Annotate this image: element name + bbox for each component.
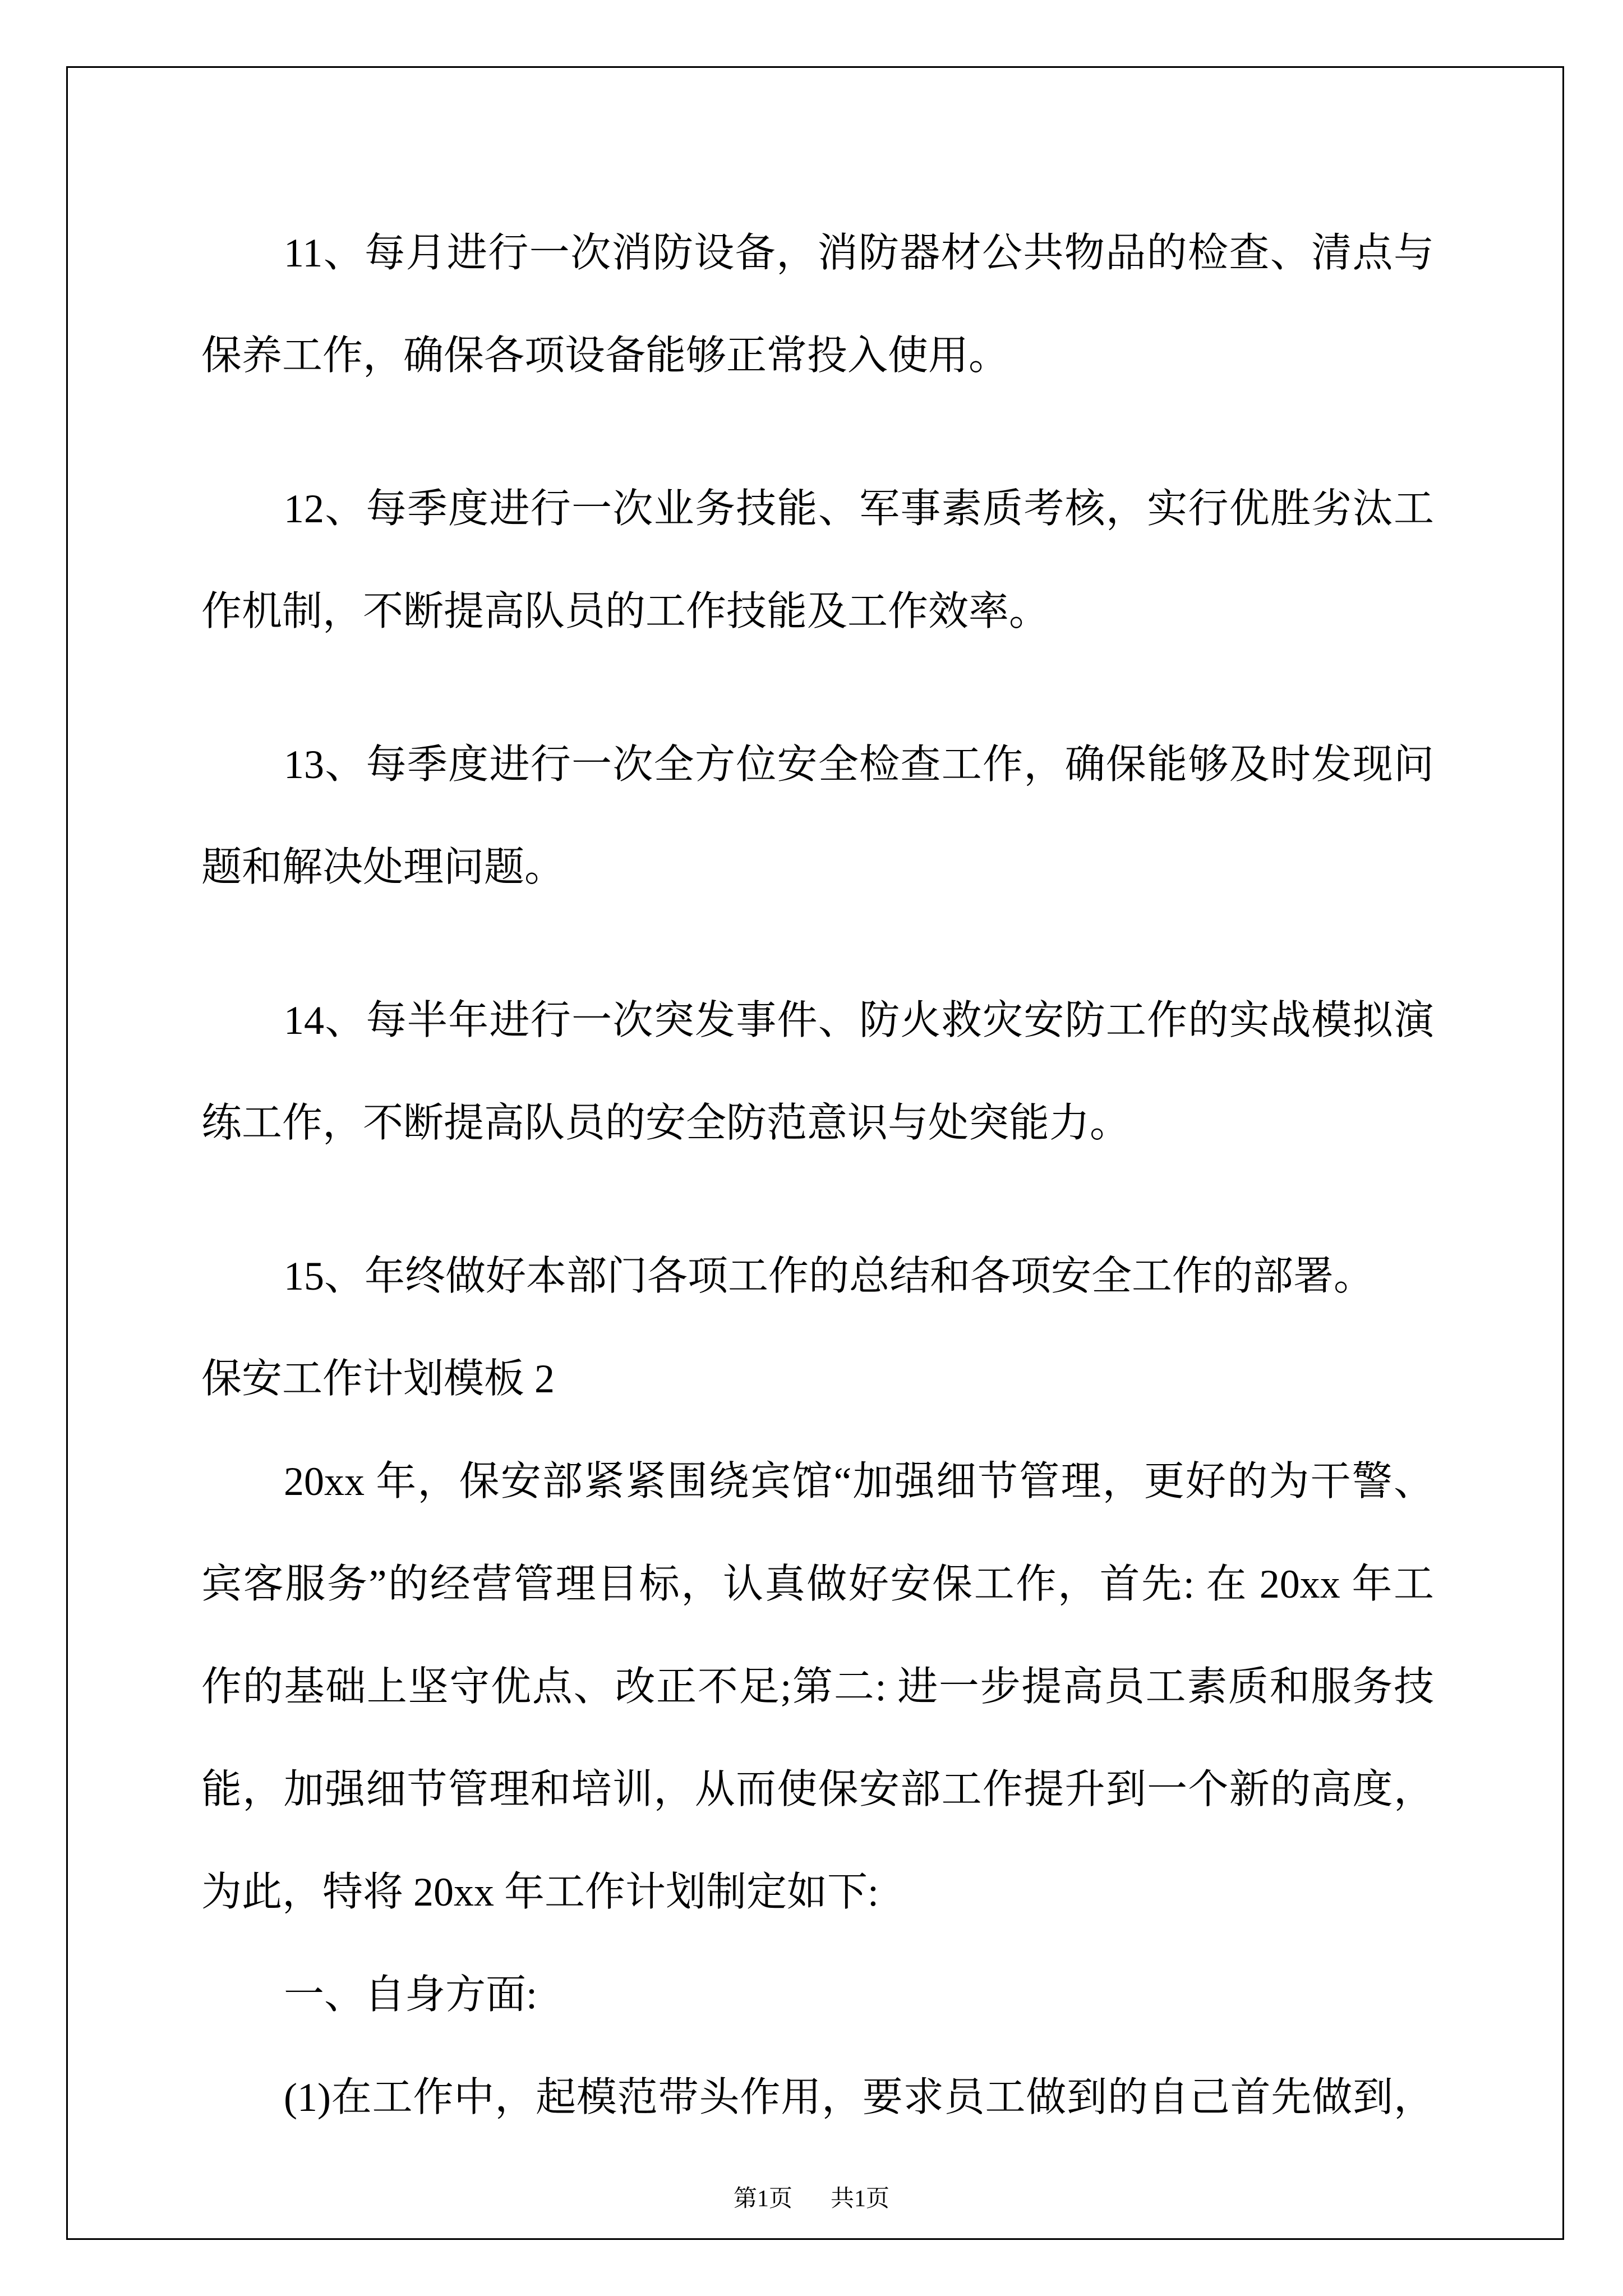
text-line: 保养工作，确保各项设备能够正常投入使用。 [201, 333, 1009, 378]
text-line: 13、每季度进行一次全方位安全检查工作，确保能够及时发现问 [284, 742, 1434, 787]
list-item [201, 969, 1434, 1175]
page-number: 第1页 [733, 2186, 792, 2212]
text-line: 作的基础上坚守优点、改正不足;第二: 进一步提高员工素质和服务技 [201, 1664, 1434, 1709]
text-line: 作机制，不断提高队员的工作技能及工作效率。 [201, 589, 1050, 634]
text-line: 能，加强细节管理和培训，从而使保安部工作提升到一个新的高度， [201, 1767, 1434, 1812]
text-line: 11、每月进行一次消防设备，消防器材公共物品的检查、清点与 [284, 231, 1434, 275]
list-item [201, 2046, 1434, 2149]
list-item [201, 202, 1434, 407]
page-count: 共1页 [831, 2186, 890, 2212]
text-line: 15、年终做好本部门各项工作的总结和各项安全工作的部署。 [284, 1254, 1375, 1299]
document-body [201, 202, 1434, 2149]
text-line: 宾客服务”的经营管理目标，认真做好安保工作，首先: 在 20xx 年工 [201, 1562, 1434, 1607]
text-line: 为此，特将 20xx 年工作计划制定如下: [201, 1870, 879, 1915]
subsection-heading: 一、自身方面: [284, 1972, 538, 2017]
text-line: 14、每半年进行一次突发事件、防火救灾安防工作的实战模拟演 [284, 998, 1434, 1043]
text-line: (1)在工作中，起模范带头作用，要求员工做到的自己首先做到， [284, 2075, 1434, 2120]
list-item [201, 458, 1434, 663]
text-line: 题和解决处理问题。 [201, 845, 565, 890]
paragraph [201, 1430, 1434, 1944]
page-footer [0, 2186, 1623, 2212]
text-line: 练工作，不断提高队员的安全防范意识与处突能力。 [201, 1101, 1131, 1145]
text-line: 20xx 年，保安部紧紧围绕宾馆“加强细节管理，更好的为干警、 [284, 1459, 1434, 1504]
text-line: 12、每季度进行一次业务技能、军事素质考核，实行优胜劣汰工 [284, 486, 1434, 531]
list-item [201, 1225, 1434, 1328]
list-item [201, 714, 1434, 919]
section-title: 保安工作计划模板 2 [201, 1356, 555, 1401]
